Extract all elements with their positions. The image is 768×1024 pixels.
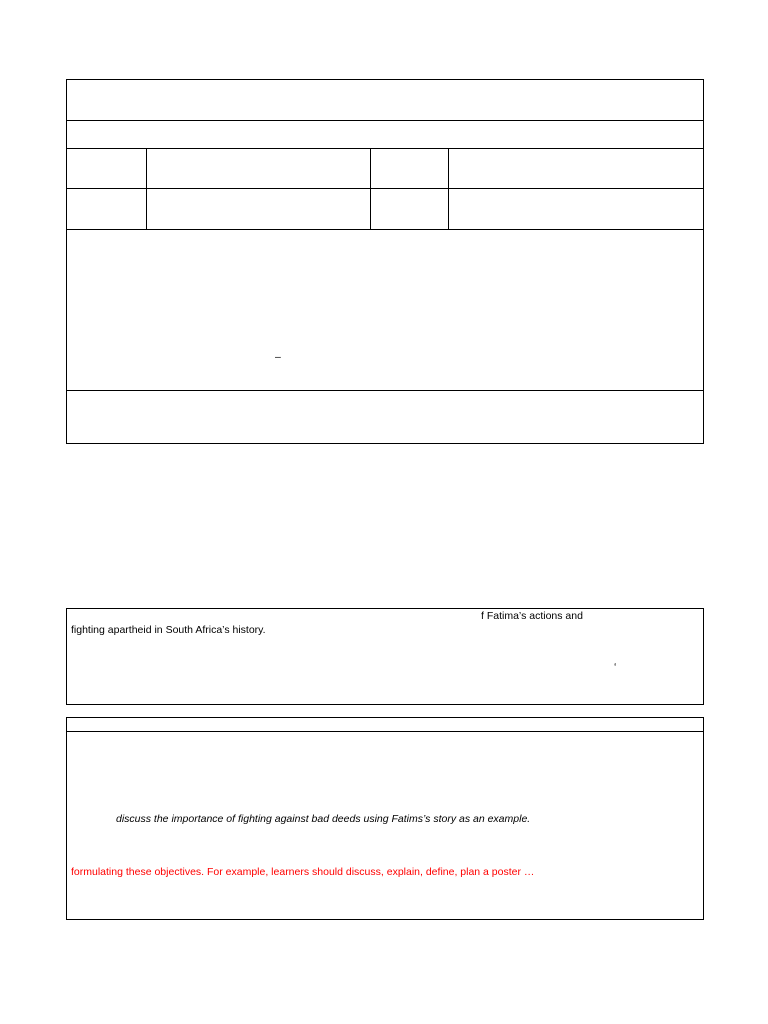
- table-row-divider: [66, 120, 704, 121]
- aims-text-line-1: f Fatima’s actions and: [481, 610, 583, 622]
- aims-text-line-2: fighting apartheid in South Africa’s history.: [71, 624, 266, 636]
- objective-italic-text: discuss the importance of fighting against bad deeds using Fatims’s story as an example.: [116, 813, 531, 825]
- stray-quote-mark: ‘: [614, 661, 617, 673]
- objectives-guidance-note: formulating these objectives. For example, learners should discuss, explain, define, plan a poster …: [71, 866, 535, 878]
- aims-box: [66, 608, 704, 705]
- table-column-divider: [448, 148, 449, 230]
- objectives-header-divider: [66, 731, 704, 732]
- table-row-divider: [66, 148, 704, 149]
- table-column-divider: [370, 148, 371, 230]
- table-row-divider: [66, 188, 704, 189]
- table-row-divider: [66, 390, 704, 391]
- table-row-divider: [66, 229, 704, 230]
- stray-dash-mark: –: [275, 351, 281, 363]
- table-column-divider: [146, 148, 147, 230]
